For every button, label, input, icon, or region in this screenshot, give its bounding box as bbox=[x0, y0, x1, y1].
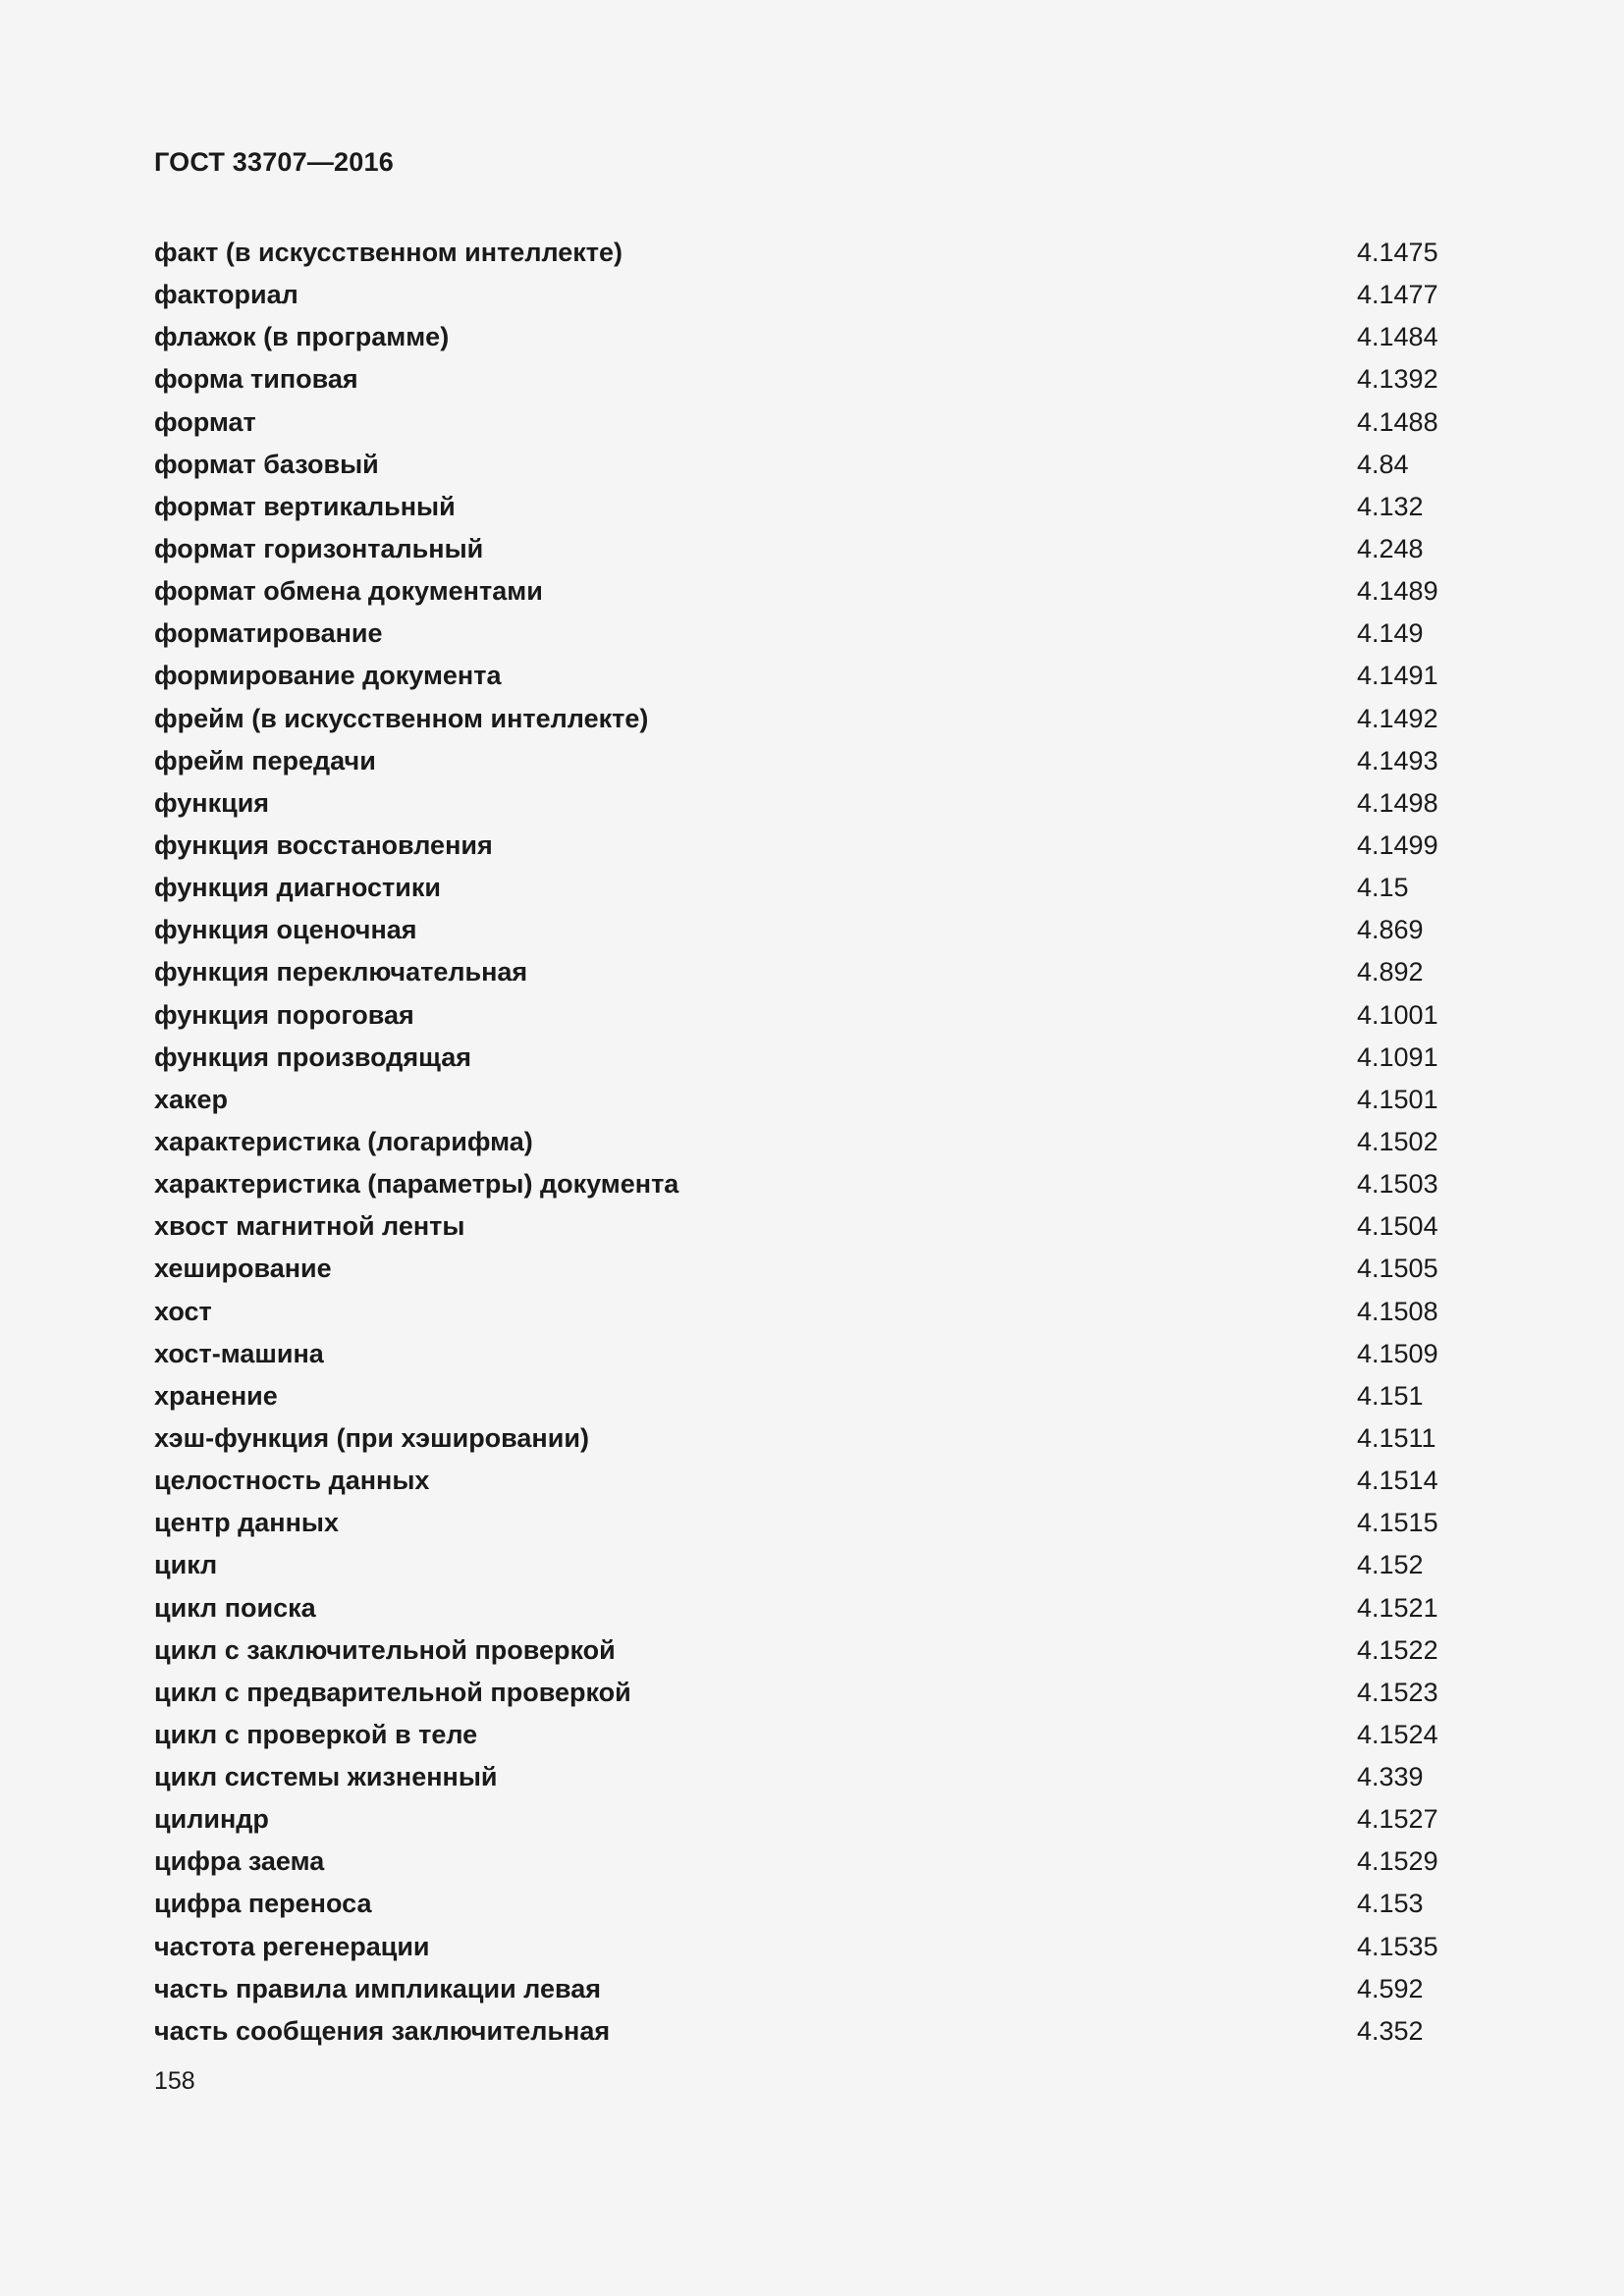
index-section-ref: 4.1502 bbox=[1357, 1126, 1438, 1156]
index-section-ref: 4.1001 bbox=[1357, 999, 1438, 1030]
index-term: формат обмена документами bbox=[154, 576, 543, 607]
index-section-ref: 4.1492 bbox=[1357, 703, 1438, 733]
index-term: функция bbox=[154, 787, 270, 818]
index-row bbox=[154, 782, 1470, 825]
index-section-ref: 4.1091 bbox=[1357, 1041, 1438, 1072]
index-section-ref: 4.1508 bbox=[1357, 1296, 1438, 1326]
index-term: функция диагностики bbox=[154, 873, 441, 903]
index-term: флажок (в программе) bbox=[154, 322, 450, 352]
index-row bbox=[154, 528, 1470, 570]
index-term: формат bbox=[154, 406, 256, 437]
index-section-ref: 4.15 bbox=[1357, 873, 1409, 903]
index-section-ref: 4.1504 bbox=[1357, 1211, 1438, 1242]
index-section-ref: 4.1488 bbox=[1357, 406, 1438, 437]
index-term: функция восстановления bbox=[154, 829, 493, 860]
index-term: центр данных bbox=[154, 1508, 339, 1538]
index-section-ref: 4.153 bbox=[1357, 1889, 1424, 1919]
index-term: хэш-функция (при хэшировании) bbox=[154, 1422, 589, 1453]
index-term: функция пороговая bbox=[154, 999, 414, 1030]
index-row bbox=[154, 232, 1470, 274]
index-term: формат базовый bbox=[154, 449, 379, 479]
index-section-ref: 4.1392 bbox=[1357, 364, 1438, 395]
index-section-ref: 4.1493 bbox=[1357, 745, 1438, 775]
index-section-ref: 4.1511 bbox=[1357, 1422, 1436, 1453]
index-section-ref: 4.1498 bbox=[1357, 787, 1438, 818]
index-term: функция переключательная bbox=[154, 957, 528, 988]
index-row bbox=[154, 1375, 1470, 1417]
index-term: часть сообщения заключительная bbox=[154, 2015, 611, 2046]
index-term: часть правила импликации левая bbox=[154, 1973, 601, 2003]
index-row bbox=[154, 1968, 1470, 2010]
index-section-ref: 4.151 bbox=[1357, 1380, 1424, 1411]
index-section-ref: 4.1529 bbox=[1357, 1846, 1438, 1877]
index-section-ref: 4.592 bbox=[1357, 1973, 1424, 2003]
index-section-ref: 4.1521 bbox=[1357, 1592, 1438, 1623]
index-row bbox=[154, 1248, 1470, 1290]
index-row bbox=[154, 994, 1470, 1037]
index-row bbox=[154, 698, 1470, 740]
index-row bbox=[154, 570, 1470, 613]
index-section-ref: 4.1501 bbox=[1357, 1084, 1438, 1114]
index-row bbox=[154, 1926, 1470, 1968]
index-section-ref: 4.1535 bbox=[1357, 1931, 1438, 1961]
index-term: факт (в искусственном интеллекте) bbox=[154, 238, 623, 267]
index-section-ref: 4.1524 bbox=[1357, 1719, 1438, 1749]
index-section-ref: 4.1499 bbox=[1357, 829, 1438, 860]
index-row bbox=[154, 1883, 1470, 1925]
index-row bbox=[154, 655, 1470, 697]
index-row bbox=[154, 401, 1470, 444]
index-row bbox=[154, 1079, 1470, 1121]
index-row bbox=[154, 613, 1470, 655]
index-row bbox=[154, 1756, 1470, 1798]
index-row bbox=[154, 358, 1470, 400]
index-term: цикл с заключительной проверкой bbox=[154, 1634, 616, 1665]
index-section-ref: 4.1475 bbox=[1357, 238, 1438, 267]
index-term: хвост магнитной ленты bbox=[154, 1211, 465, 1242]
index-term: форматирование bbox=[154, 618, 383, 649]
index-row bbox=[154, 486, 1470, 528]
index-section-ref: 4.1484 bbox=[1357, 322, 1438, 352]
index-section-ref: 4.869 bbox=[1357, 915, 1424, 945]
index-section-ref: 4.352 bbox=[1357, 2015, 1424, 2046]
index-section-ref: 4.892 bbox=[1357, 957, 1424, 988]
index-section-ref: 4.1477 bbox=[1357, 280, 1438, 310]
index-row bbox=[154, 909, 1470, 951]
index-term: характеристика (параметры) документа bbox=[154, 1169, 679, 1200]
index-row bbox=[154, 1163, 1470, 1205]
index-term: цикл с проверкой в теле bbox=[154, 1719, 478, 1749]
index-row bbox=[154, 1502, 1470, 1544]
index-term: частота регенерации bbox=[154, 1931, 430, 1961]
index-row bbox=[154, 1460, 1470, 1502]
index-term: хакер bbox=[154, 1084, 229, 1114]
index-row bbox=[154, 1417, 1470, 1460]
index-row bbox=[154, 1205, 1470, 1248]
index-row bbox=[154, 2010, 1470, 2053]
index-term: цикл поиска bbox=[154, 1592, 316, 1623]
index-term: характеристика (логарифма) bbox=[154, 1126, 533, 1156]
index-section-ref: 4.84 bbox=[1357, 449, 1409, 479]
index-term: хеширование bbox=[154, 1254, 332, 1284]
index-row bbox=[154, 825, 1470, 867]
index-section-ref: 4.152 bbox=[1357, 1550, 1424, 1580]
index-row bbox=[154, 1672, 1470, 1714]
index-row bbox=[154, 444, 1470, 486]
index-term: хост-машина bbox=[154, 1338, 324, 1368]
index-row bbox=[154, 316, 1470, 358]
index-section-ref: 4.248 bbox=[1357, 533, 1424, 563]
index-section-ref: 4.1515 bbox=[1357, 1508, 1438, 1538]
term-index-list bbox=[154, 232, 1470, 2053]
index-section-ref: 4.1505 bbox=[1357, 1254, 1438, 1284]
index-term: хост bbox=[154, 1296, 212, 1326]
index-term: хранение bbox=[154, 1380, 278, 1411]
index-section-ref: 4.339 bbox=[1357, 1762, 1424, 1792]
index-term: цифра заема bbox=[154, 1846, 325, 1877]
index-row bbox=[154, 1037, 1470, 1079]
index-term: фрейм передачи bbox=[154, 745, 376, 775]
page-number: 158 bbox=[154, 2067, 195, 2095]
index-row bbox=[154, 1841, 1470, 1883]
index-term: форма типовая bbox=[154, 364, 358, 395]
index-row bbox=[154, 1333, 1470, 1375]
index-row bbox=[154, 1587, 1470, 1629]
index-row bbox=[154, 740, 1470, 782]
index-section-ref: 4.1489 bbox=[1357, 576, 1438, 607]
index-row bbox=[154, 867, 1470, 909]
index-term: цифра переноса bbox=[154, 1889, 372, 1919]
index-term: фрейм (в искусственном интеллекте) bbox=[154, 703, 649, 733]
index-term: цикл bbox=[154, 1550, 218, 1580]
index-row bbox=[154, 1121, 1470, 1163]
index-term: формат вертикальный bbox=[154, 491, 456, 521]
index-section-ref: 4.1503 bbox=[1357, 1169, 1438, 1200]
index-term: целостность данных bbox=[154, 1466, 430, 1496]
index-term: формат горизонтальный bbox=[154, 533, 484, 563]
index-section-ref: 4.1509 bbox=[1357, 1338, 1438, 1368]
index-row bbox=[154, 274, 1470, 316]
index-row bbox=[154, 1714, 1470, 1756]
index-section-ref: 4.149 bbox=[1357, 618, 1424, 649]
index-row bbox=[154, 951, 1470, 993]
index-section-ref: 4.1514 bbox=[1357, 1466, 1438, 1496]
index-term: цикл с предварительной проверкой bbox=[154, 1677, 631, 1707]
document-header: ГОСТ 33707—2016 bbox=[154, 147, 394, 177]
index-term: формирование документа bbox=[154, 661, 502, 691]
index-row bbox=[154, 1798, 1470, 1841]
index-row bbox=[154, 1629, 1470, 1672]
index-term: цикл системы жизненный bbox=[154, 1762, 498, 1792]
index-section-ref: 4.1522 bbox=[1357, 1634, 1438, 1665]
index-term: цилиндр bbox=[154, 1804, 269, 1835]
index-term: функция оценочная bbox=[154, 915, 417, 945]
index-row bbox=[154, 1544, 1470, 1586]
index-row bbox=[154, 1291, 1470, 1333]
index-section-ref: 4.1527 bbox=[1357, 1804, 1438, 1835]
index-section-ref: 4.1523 bbox=[1357, 1677, 1438, 1707]
index-section-ref: 4.1491 bbox=[1357, 661, 1438, 691]
index-term: факториал bbox=[154, 280, 298, 310]
index-section-ref: 4.132 bbox=[1357, 491, 1424, 521]
index-term: функция производящая bbox=[154, 1041, 472, 1072]
